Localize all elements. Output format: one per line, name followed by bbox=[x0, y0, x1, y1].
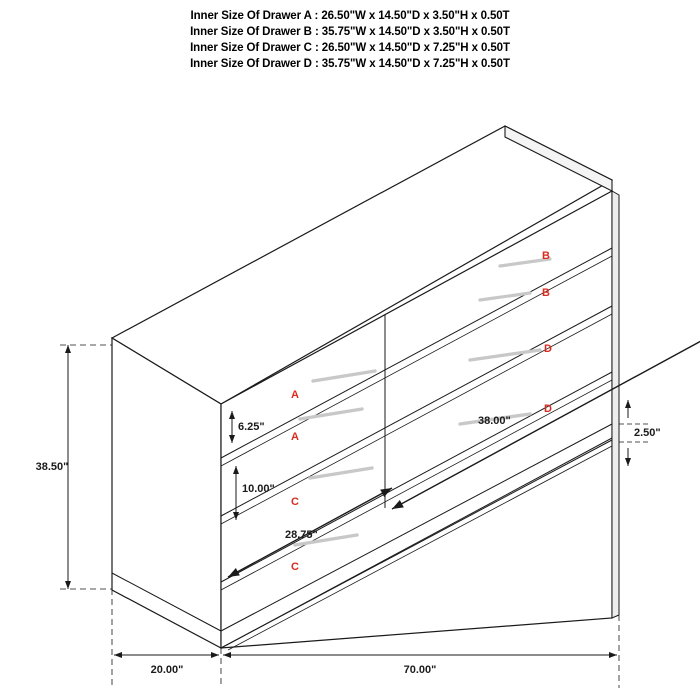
label-drawer-d-fourth: D bbox=[544, 403, 552, 415]
dimension-label-height: 38.50" bbox=[35, 461, 69, 473]
dimension-label-drawer-c-height: 10.00" bbox=[242, 483, 275, 495]
label-drawer-a-top: A bbox=[291, 389, 299, 401]
label-drawer-a-second: A bbox=[291, 431, 299, 443]
dimension-plinth-height bbox=[619, 400, 661, 466]
label-drawer-b-second: B bbox=[542, 287, 550, 299]
cabinet-right-edge bbox=[612, 191, 619, 618]
spec-line-drawer-a: Inner Size Of Drawer A : 26.50"W x 14.50"D x 3.50"H x 0.50T bbox=[190, 10, 510, 22]
dimension-label-narrow-drawer-width: 28.75" bbox=[285, 529, 318, 541]
dimension-label-depth: 20.00" bbox=[150, 664, 184, 676]
spec-line-drawer-b: Inner Size Of Drawer B : 35.75"W x 14.50"D x 3.50"H x 0.50T bbox=[190, 26, 510, 38]
label-drawer-d-third: D bbox=[544, 343, 552, 355]
label-drawer-c-third: C bbox=[291, 496, 299, 508]
dimension-label-width: 70.00" bbox=[403, 664, 437, 676]
label-drawer-b-top: B bbox=[542, 250, 550, 262]
dimension-label-plinth-height: 2.50" bbox=[634, 427, 661, 439]
spec-line-drawer-c: Inner Size Of Drawer C : 26.50"W x 14.50"D x 7.25"H x 0.50T bbox=[190, 42, 510, 54]
spec-line-drawer-d: Inner Size Of Drawer D : 35.75"W x 14.50"D x 7.25"H x 0.50T bbox=[190, 58, 510, 70]
cabinet-body bbox=[112, 126, 619, 650]
dimension-label-drawer-a-height: 6.25" bbox=[238, 421, 265, 433]
label-drawer-c-fourth: C bbox=[291, 561, 299, 573]
dimension-overall-height bbox=[36, 345, 112, 589]
dimension-label-wide-drawer-width: 38.00" bbox=[478, 415, 511, 427]
